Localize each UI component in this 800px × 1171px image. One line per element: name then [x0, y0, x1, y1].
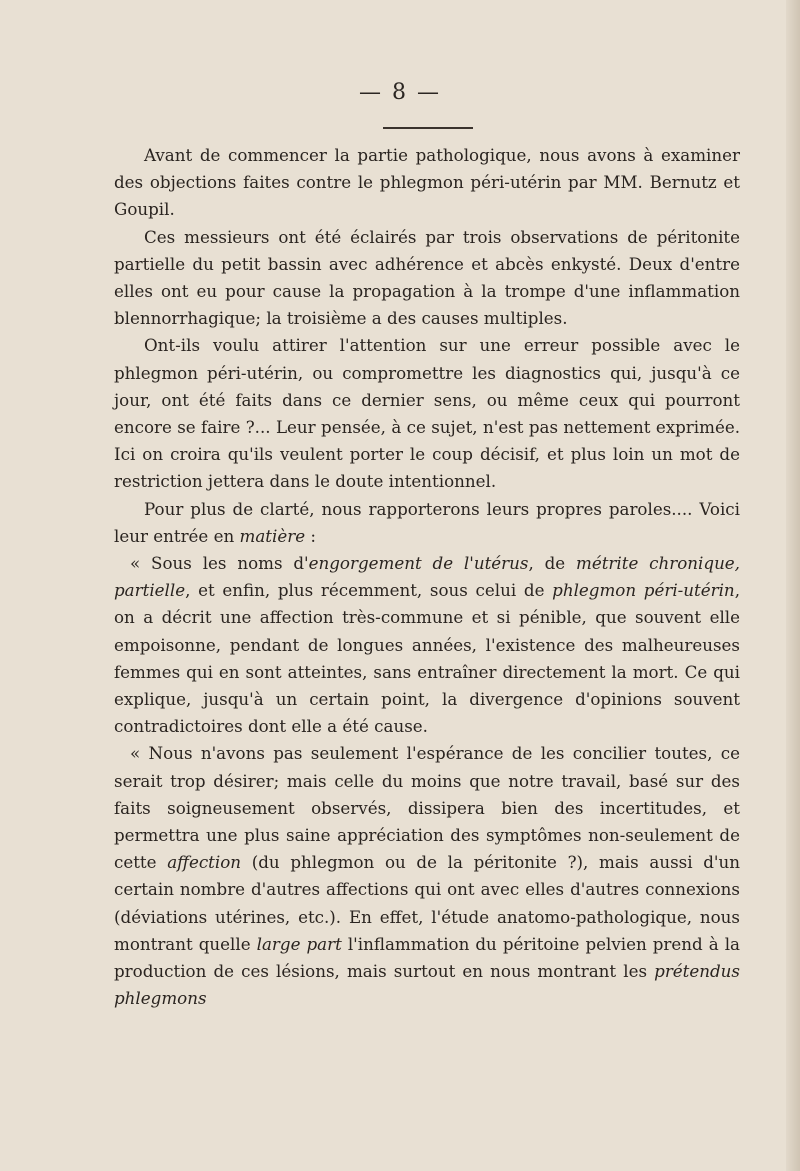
paragraph-p1 — [114, 142, 740, 224]
text-run: : — [305, 525, 317, 546]
text-run: Ces messieurs ont été éclairés par trois observations de péritonite partielle du petit bassin avec adhérence et abcès enkysté. Deux d'entre elles ont eu pour cause la propagation à la trompe d'une inflammation blennorrhagique; la troisième a des causes multiples. — [114, 226, 740, 329]
page-edge — [786, 0, 800, 1171]
paragraph-p5 — [114, 550, 740, 740]
italic-run: engorgement de l'utérus — [308, 553, 529, 574]
text-run: Pour plus de clarté, nous rapporterons leurs propres paroles.... Voici leur entrée en — [114, 498, 740, 546]
header-rule — [383, 127, 473, 129]
paragraph-p6 — [114, 740, 740, 1012]
text-run: Avant de commencer la partie pathologique, nous avons à examiner des objections faites contre le phlegmon péri-utérin par MM. Bernutz et Goupil. — [114, 145, 740, 220]
italic-run: matière — [239, 525, 306, 546]
italic-run: large part — [256, 933, 342, 954]
page-number-header: — 8 — — [359, 80, 441, 105]
italic-run: prétendus phlegmons — [114, 961, 740, 1009]
paragraph-p2 — [114, 224, 740, 333]
body-text — [114, 142, 740, 1013]
text-run: Ont-ils voulu attirer l'attention sur une erreur possible avec le phlegmon péri-utérin, ou compromettre les diagnostics qui, jusqu'à ce jour, ont été faits dans ce dernier sens, ou même ceux qui pourront encore se faire ?... Leur pensée, à ce sujet, n'est pas nettement exprimée. Ici on croira qu'ils veulent porter le coup décisif, et plus loin un mot de restriction jettera dans le doute intentionnel. — [114, 335, 740, 492]
text-run: « Sous les noms d' — [130, 553, 309, 574]
text-run: , on a décrit une affection très-commune et si pénible, que souvent elle empoisonne, pendant de longues années, l'existence des malheureuses femmes qui en sont atteintes, sans entraîner directement la mort. Ce qui explique, jusqu'à un certain point, la divergence d'opinions souvent contradictoires dont elle a été cause. — [114, 580, 740, 737]
text-run: , et enfin, plus récemment, sous celui de — [185, 580, 553, 601]
text-run: , de — [528, 553, 577, 574]
italic-run: phlegmon péri-utérin — [552, 580, 735, 601]
text-run: l'inflammation du péritoine pelvien prend à la production de ces lésions, mais surtout en nous montrant les — [114, 933, 741, 982]
paragraph-p4 — [114, 496, 740, 550]
text-run: (du phlegmon ou de la péritonite ?), mais aussi d'un certain nombre d'autres affections qui ont avec elles d'autres connexions (déviations utérines, etc.). En effet, l'étude anatomo-pathologique, nous montrant quelle — [114, 852, 740, 954]
italic-run: affection — [167, 852, 242, 873]
text-run: « Nous n'avons pas seulement l'espérance de les concilier toutes, ce serait trop désirer; mais celle du moins que notre travail, basé sur des faits soigneusement observés, dissipera bien des incertitudes, et permettra une plus saine appréciation des symptômes non-seulement de cette — [114, 743, 740, 873]
paragraph-p3 — [114, 332, 740, 495]
italic-run: métrite chronique, partielle — [114, 553, 740, 601]
